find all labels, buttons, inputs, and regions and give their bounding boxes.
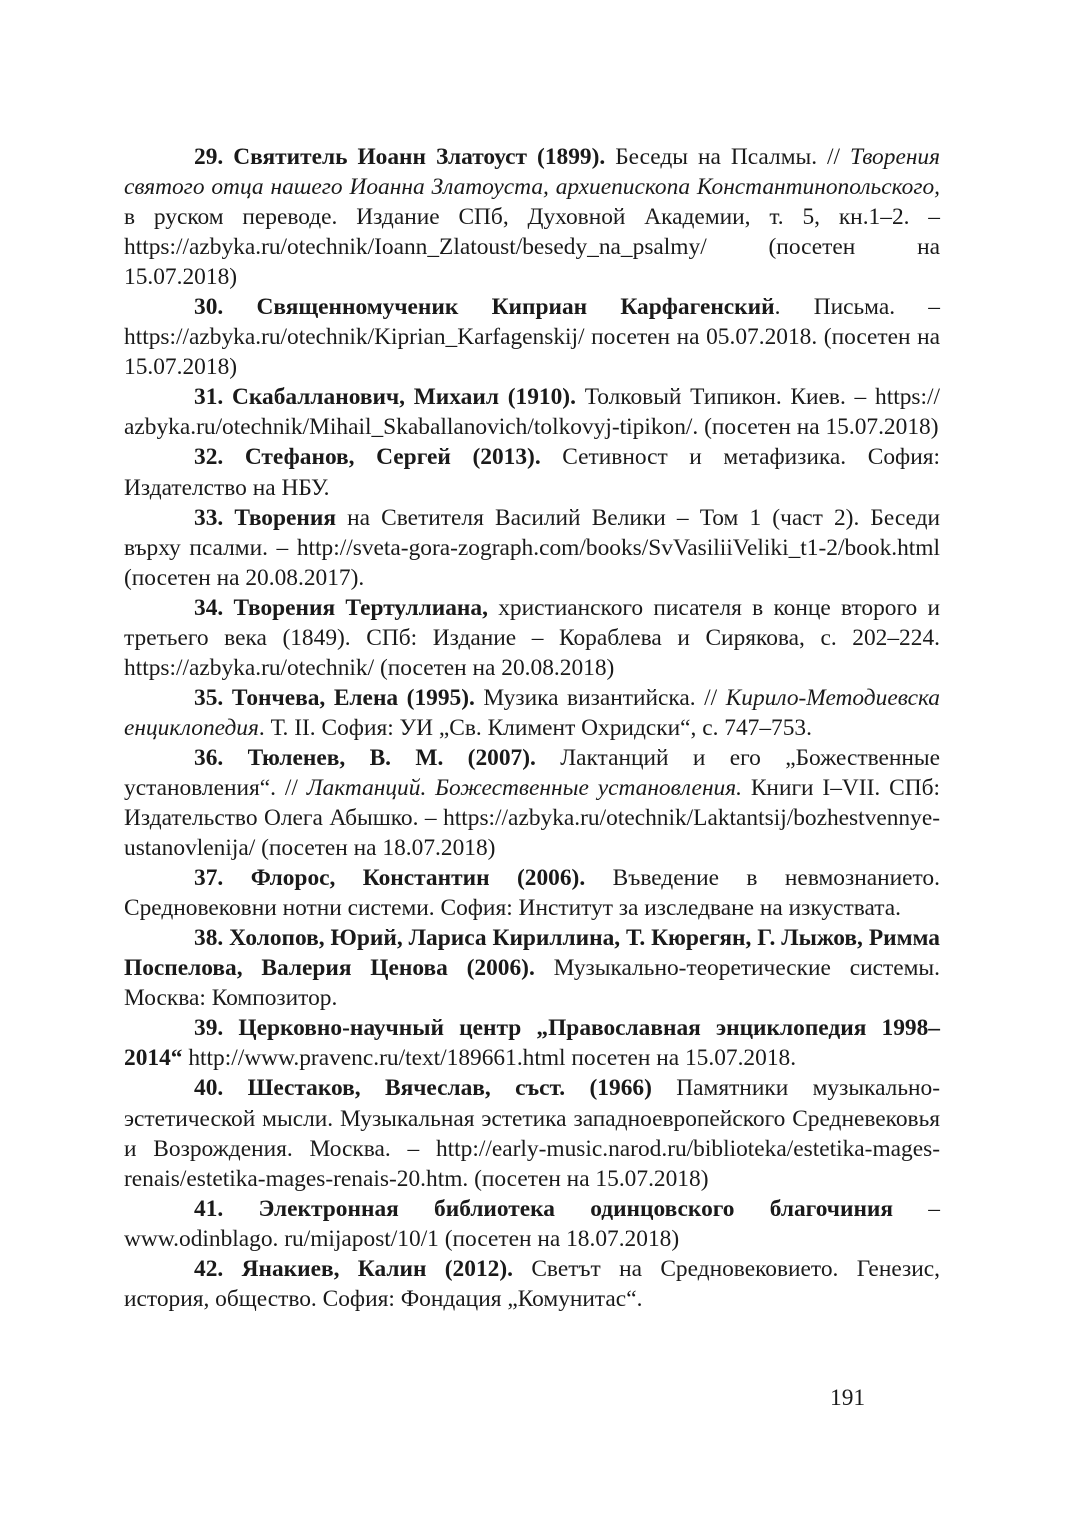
ref-number: 31. (194, 384, 224, 411)
reference-39 (124, 1013, 940, 1073)
ref-text: Памятники музыкально-эстетической мысли. Музыкальная эстетика западноевропейского Средневековья и Возрождения. Москва. – http://early-music.narod.ru/biblioteka/estetika-mages-renais/estetika-mages-renais-20.htm. (посетен на 15.07.2018) (124, 1075, 940, 1192)
reference-38 (124, 923, 940, 1013)
ref-author: Холопов, Юрий, Лариса Кириллина, Т. Кюрегян, Г. Лыжов, Римма Поспелова, Валерия Ценова (2006). (124, 925, 940, 982)
ref-number: 36. (194, 744, 224, 771)
ref-author: Творения Тертуллиана, (233, 594, 488, 621)
ref-text: христианского писателя в конце второго и третьего века (1849). СПб: Издание – Кораблева и Сирякова, с. 202–224. https://azbyka.ru/otechnik/ (посетен на 20.08.2018) (124, 594, 940, 681)
ref-author: Церковно-научный центр „Православная энциклопедия 1998–2014“ (124, 1015, 940, 1072)
ref-text: Беседы на Псалмы. // (605, 144, 851, 170)
ref-number: 40. (194, 1075, 224, 1102)
ref-text: Музыкально-теоретические системы. Москва: Композитор. (124, 955, 940, 1012)
ref-text-cont: Книги I–VII. СПб: Издательство Олега Абышко. – https://azbyka.ru/otechnik/Laktantsij/bozhestvennye-ustanovlenija/ (посетен на 18.07.2018) (124, 774, 940, 862)
reference-40 (124, 1073, 940, 1193)
ref-text-cont: в руском переводе. Издание СПб, Духовной Академии, т. 5, кн.1–2. – https://azbyka.ru/otechnik/Ioann_Zlatoust/besedy_na_psalmy/ (посетен на 15.07.2018) (124, 204, 940, 291)
bibliography-list (124, 142, 940, 1314)
ref-number: 37. (194, 865, 224, 892)
ref-text-cont: . Т. II. София: УИ „Св. Климент Охридски“, с. 747–753. (258, 714, 812, 741)
ref-author: Шестаков, Вячеслав, съст. (1966) (247, 1075, 652, 1102)
ref-author: Стефанов, Сергей (2013). (244, 444, 541, 471)
reference-35 (124, 683, 940, 743)
reference-34 (124, 593, 940, 683)
reference-41 (124, 1194, 940, 1254)
reference-42 (124, 1254, 940, 1314)
reference-33 (124, 503, 940, 593)
ref-number: 32. (194, 444, 224, 471)
page-number: 191 (830, 1385, 866, 1411)
reference-30 (124, 292, 940, 382)
ref-author: Творения (234, 504, 336, 531)
ref-number: 42. (194, 1255, 224, 1282)
ref-author: Тончева, Елена (1995). (231, 684, 475, 711)
ref-number: 39. (194, 1015, 224, 1042)
ref-author: Электронная библиотека одинцовского благочиния (258, 1195, 894, 1222)
ref-author: Тюленев, В. М. (2007). (247, 744, 536, 771)
ref-author: Святитель Иоанн Златоуст (1899). (233, 144, 606, 170)
ref-number: 35. (194, 684, 224, 711)
ref-text: http://www.pravenc.ru/text/189661.html посетен на 15.07.2018. (182, 1045, 797, 1072)
ref-number: 30. (194, 294, 224, 321)
ref-author: Скабалланович, Михаил (1910). (232, 384, 576, 411)
ref-text: на Светителя Василий Велики – Том 1 (част 2). Беседи върху псалми. – http://sveta-gora-zograph.com/books/SvVasiliiVeliki_t1-2/book.html (посетен на 20.08.2017). (124, 504, 940, 591)
ref-number: 29. (194, 144, 224, 170)
reference-31 (124, 382, 940, 442)
ref-text: Сетивност и метафизика. София: Издателство на НБУ. (124, 444, 940, 501)
ref-text: . Письма. – https://azbyka.ru/otechnik/Kiprian_Karfagenskij/ посетен на 05.07.2018. (посетен на 15.07.2018) (124, 294, 940, 381)
reference-36 (124, 743, 940, 863)
ref-author: Флорос, Константин (2006). (250, 865, 586, 892)
ref-italic-title: Творения святого отца нашего Иоанна Златоуста, архиепископа Константинопольского, (124, 144, 940, 201)
ref-text: Толковый Типикон. Киев. – https:// azbyka.ru/otechnik/Mihail_Skaballanovich/tolkovyj-tipikon/. (посетен на 15.07.2018) (124, 384, 940, 441)
ref-number: 34. (194, 594, 224, 621)
ref-number: 38. (194, 925, 224, 952)
ref-text: – www.odinblago. ru/mijapost/10/1 (посетен на 18.07.2018) (124, 1195, 940, 1252)
ref-author: Янакиев, Калин (2012). (241, 1255, 513, 1282)
reference-37 (124, 863, 940, 923)
ref-text: Музика византийска. // (474, 684, 726, 711)
ref-text: Лактанций и его „Божественные установления“. // (124, 744, 940, 801)
reference-29 (124, 142, 940, 292)
ref-text: Светът на Средновековието. Генезис, история, общество. София: Фондация „Комунитас“. (124, 1255, 940, 1312)
ref-text: Въведение в невмознанието. Средновековни нотни системи. София: Институт за изследване на изкуствата. (124, 865, 940, 922)
ref-italic-title: Кирило-Методиевска енциклопедия (124, 684, 941, 741)
ref-number: 41. (194, 1195, 224, 1222)
ref-italic-title: Лактанций. Божественные установления. (306, 774, 742, 801)
reference-32 (124, 442, 940, 502)
ref-number: 33. (194, 504, 224, 531)
ref-author: Священномученик Киприан Карфагенский (256, 294, 775, 321)
